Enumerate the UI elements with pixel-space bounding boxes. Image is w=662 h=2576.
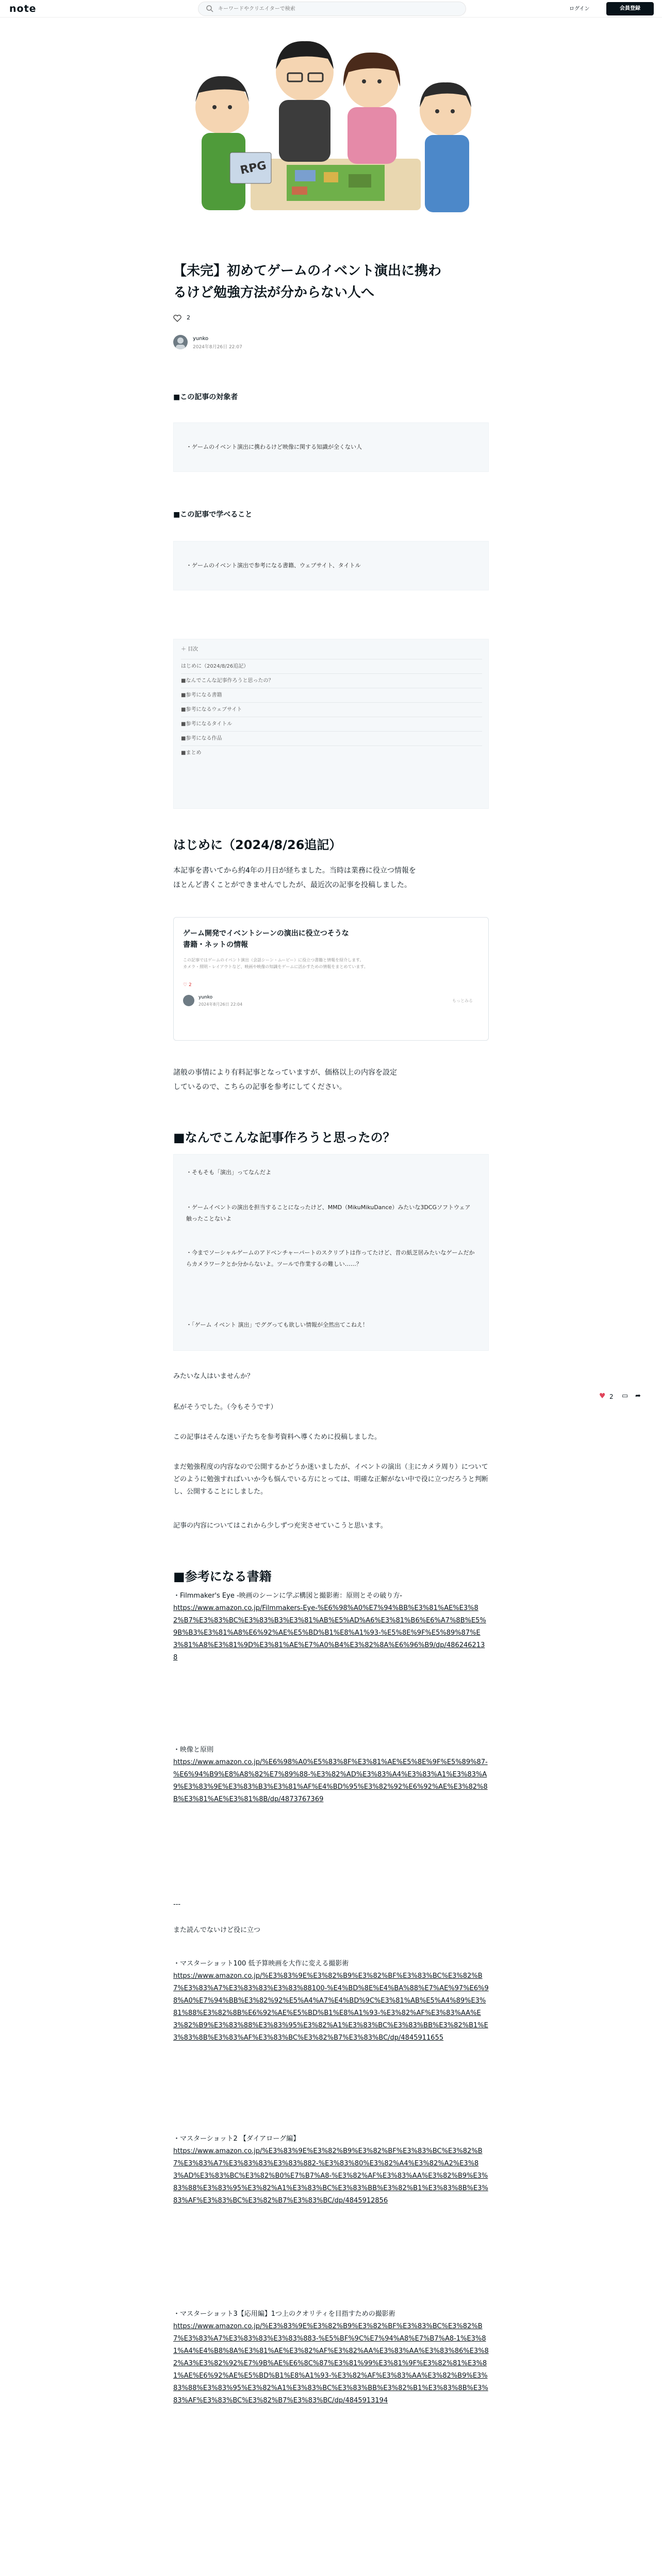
learn-item: ・ゲームのイベント演出で参考になる書籍、ウェブサイト、タイトル [186,562,361,569]
search-bar[interactable] [198,2,466,16]
login-link[interactable]: ログイン [569,6,590,12]
learn-box [173,541,489,590]
text-line: 書籍・ネットの情報 [183,941,248,949]
search-input[interactable] [218,4,460,14]
learn-heading: ■この記事で学べること [173,511,253,519]
why-item: ・「ゲーム イベント 演出」でググっても欲しい情報が全然出てこねえ！ [186,1321,369,1328]
embed-description [183,957,480,970]
floating-actions [599,1392,661,1404]
title-line: 【未完】初めてゲームのイベント演出に携わ [173,263,442,279]
book-entry [173,2133,489,2207]
publish-date: 2024年8月26日 22:07 [193,345,242,350]
article-title [173,260,489,303]
book-link[interactable]: https://www.amazon.co.jp/%E3%83%9E%E3%82%B9%E3%82%BF%E3%83%BC%E3%82%B7%E3%83%A7%E3%83%83%E3%83%882-%E3%83%80%E3%82%A4%E3%82%A2%E3%83%AD%E3%83%BC%E3%82%B0%E7%B7%A8-%E3%82%AF%E3%83%AA%E3%82%B9%E3%83%88%E3%83%95%E3%82%A1%E3%83%BC%E3%83%BB%E3%82%B1%E3%83%8B%E3%83%AF%E3%83%BC%E3%82%B7%E3%83%BC/dp/4845912856 [173,2147,488,2205]
why-p3: この記事はそんな迷い子たちを参考資料へ導くために投稿しました。 [173,1433,382,1441]
book-title: ・マスターショット3【応用編】1つ上のクオリティを目指すための撮影術 [173,2310,395,2318]
text-line: しているので、こちらの記事を参考にしてください。 [173,1083,346,1091]
why-p4: まだ勉強程度の内容なので公開するかどうか迷いましたが、イベントの演出（主にカメラ周り）についてどのように勉強すればいいか今も悩んでいる方にとっては、明確な正解がない中で役に立つだろうと判断し、公開することにしました。 [173,1463,488,1496]
embed-title [183,928,349,951]
book-title: ・Filmmaker's Eye -映画のシーンに学ぶ構図と撮影術：原則とその破り方- [173,1592,403,1600]
book-title: ・マスターショット2 【ダイアローグ編】 [173,2135,300,2143]
floating-like-count: 2 [609,1393,614,1400]
toc-item[interactable]: ■まとめ [181,745,482,760]
text-line: この記事ではゲームのイベント演出（会話シーン・ムービー）に役立つ書籍と情報を紹介します。 [183,958,364,962]
books-heading: ■参考になる書籍 [173,1569,272,1584]
why-p5: 記事の内容についてはこれから少しずつ充実させていこうと思います。 [173,1522,387,1530]
why-box [173,1154,489,1351]
separator: --- [173,1901,181,1908]
site-header [0,0,662,18]
embed-avatar [183,995,194,1006]
toc-item[interactable]: ■参考になるウェブサイト [181,702,482,717]
text-line: カメラ・照明・レイアウトなど、映画や映像の知識をゲームに活かすための情報をまとめています。 [183,964,368,969]
why-item: ・ゲームイベントの演出を担当することになったけど、MMD（MikuMikuDance）みたいな3DCGソフトウェア触ったことないよ [186,1204,471,1222]
heart-icon[interactable]: ♥ [599,1392,606,1400]
toc-item[interactable]: ■参考になる書籍 [181,688,482,702]
embed-date: 2024年8月26日 22:04 [198,1002,243,1007]
embedded-article-card[interactable] [173,917,489,1041]
toc-item[interactable]: ■参考になる作品 [181,731,482,745]
book-title: ・映像と原則 [173,1746,214,1754]
author-name[interactable]: yunko [193,336,209,342]
search-icon [206,5,214,13]
embed-like-row [183,982,192,988]
toc-toggle-icon: ＋ [181,647,188,652]
why-p1: みたいな人はいませんか？ [173,1372,254,1380]
embed-like-count: 2 [188,982,192,988]
title-line: るけど勉強方法が分からない人へ [173,285,375,300]
books-intro: また読んでないけど役に立つ [173,1926,261,1934]
heart-icon: ♡ [183,982,188,988]
toc-item[interactable]: ■参考になるタイトル [181,717,482,731]
toc-header[interactable] [181,645,198,652]
toc-item[interactable]: はじめに（2024/8/26追記） [181,659,482,673]
text-line: ゲーム開発でイベントシーンの演出に役立つそうな [183,929,349,938]
target-heading: ■この記事の対象者 [173,393,238,401]
table-of-contents [173,639,489,809]
book-link[interactable]: https://www.amazon.co.jp/%E3%83%9E%E3%82%B9%E3%82%BF%E3%83%BC%E3%82%B7%E3%83%A7%E3%83%83%E3%83%883-%E5%BF%9C%E7%94%A8%E7%B7%A8-1%E3%81%A4%E4%B8%8A%E3%81%AE%E3%82%AF%E3%82%AA%E3%83%AA%E3%83%86%E3%82%A3%E3%82%92%E7%9B%AE%E6%8C%87%E3%81%99%E3%81%9F%E3%82%81%E3%81%AE%E6%92%AE%E5%BD%B1%E8%A1%93-%E3%82%AF%E3%83%AA%E3%82%B9%E3%83%88%E3%83%95%E3%82%A1%E3%83%BC%E3%83%BB%E3%82%B1%E3%83%8B%E3%83%AF%E3%83%BC%E3%82%B7%E3%83%BC/dp/4845913194 [173,2323,489,2404]
book-entry [173,2308,489,2407]
book-link[interactable]: https://www.amazon.co.jp/%E3%83%9E%E3%82%B9%E3%82%BF%E3%83%BC%E3%82%B7%E3%83%A7%E3%83%83%E3%83%88100-%E4%BD%8E%E4%BA%88%E7%AE%97%E6%98%A0%E7%94%BB%E3%82%92%E5%A4%A7%E4%BD%9C%E3%81%AB%E5%A4%89%E3%81%88%E3%82%8B%E6%92%AE%E5%BD%B1%E8%A1%93-%E3%82%AF%E3%83%AA%E3%82%B9%E3%83%88%E3%83%95%E3%82%A1%E3%83%BC%E3%83%BB%E3%82%B1%E3%83%8B%E3%83%AF%E3%83%BC%E3%82%B7%E3%83%BC/dp/4845911655 [173,1972,489,2042]
intro-heading: はじめに（2024/8/26追記） [173,838,342,852]
text-line: ほとんど書くことができませんでしたが、最近次の記事を投稿しました。 [173,881,411,889]
text-line: 本記事を書いてから約4年の月日が経ちました。当時は業務に役立つ情報を [173,867,416,875]
text-line: 諸般の事情により有料記事となっていますが、価格以上の内容を設定 [173,1069,397,1077]
why-heading: ■なんでこんな記事作ろうと思ったの？ [173,1130,395,1145]
rpg-sign: RPG [239,159,268,177]
why-item: ・今までソーシャルゲームのアドベンチャーパートのスクリプトは作ってたけど、昔の紙芝居みたいなゲームだからカメラワークとか分からないよ。ツールで作業するの難しい……？ [186,1249,475,1267]
book-entry [173,1590,489,1664]
avatar-image [173,335,188,349]
signup-button[interactable]: 会員登録 [606,2,654,15]
note-logo[interactable]: note [9,3,37,14]
target-box [173,422,489,472]
target-item: ・ゲームのイベント演出に携わるけど映像に関する知識が全くない人 [186,444,362,450]
why-p2: 私がそうでした。（今もそうです） [173,1403,277,1411]
comment-icon[interactable]: ▭ [622,1392,628,1400]
book-entry [173,1958,489,2044]
intro-paragraph-2 [173,1065,489,1094]
embed-author: yunko [198,995,213,1000]
toc-label: 目次 [188,647,198,652]
embed-more-link[interactable]: もっとみる [452,998,473,1003]
book-entry [173,1744,489,1806]
intro-paragraph [173,863,489,892]
like-count: 2 [187,314,190,321]
toc-item[interactable]: ■なんでこんな記事作ろうと思ったの？ [181,673,482,688]
book-title: ・マスターショット100 低予算映画を大作に変える撮影術 [173,1960,349,1968]
why-item: ・そもそも「演出」ってなんだよ [186,1169,271,1176]
avatar[interactable] [173,335,188,349]
heart-icon[interactable] [173,315,181,322]
book-link[interactable]: https://www.amazon.co.jp/Filmmakers-Eye-%E6%98%A0%E7%94%BB%E3%81%AE%E3%82%B7%E3%83%BC%E3%83%B3%E3%81%AB%E5%AD%A6%E3%81%B6%E6%A7%8B%E5%9B%B3%E3%81%A8%E6%92%AE%E5%BD%B1%E8%A1%93-%E5%8E%9F%E5%89%87%E3%81%A8%E3%81%9D%E3%81%AE%E7%A0%B4%E3%82%8A%E6%96%B9/dp/4862462138 [173,1604,486,1662]
share-icon[interactable]: ➦ [635,1392,641,1400]
book-link[interactable]: https://www.amazon.co.jp/%E6%98%A0%E5%83%8F%E3%81%AE%E5%8E%9F%E5%89%87-%E6%94%B9%E8%A8%82%E7%89%88-%E3%82%AD%E3%83%A4%E3%83%A1%E3%83%A9%E3%83%9E%E3%83%B3%E3%81%AF%E4%BD%95%E3%82%92%E6%92%AE%E3%82%8B%E3%81%AE%E3%81%8B/dp/4873767369 [173,1758,488,1803]
hero-illustration [173,30,489,236]
